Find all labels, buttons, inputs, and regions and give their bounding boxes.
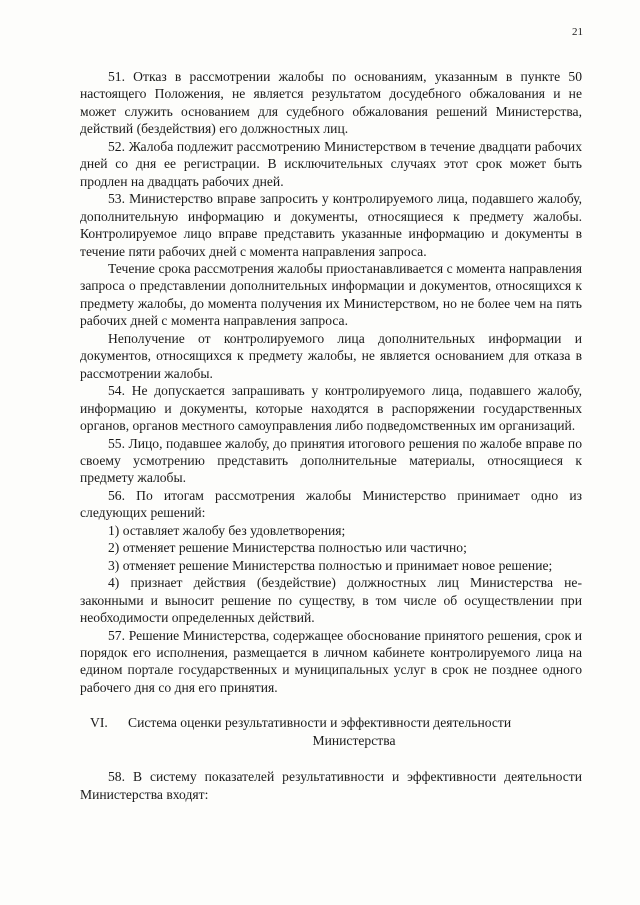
paragraph-52: 52. Жалоба подлежит рассмотрению Министерством в течение двадцати рабочих дней со дня ее регистрации. В исключительных случаях этот срок может быть продлен на двадцать рабочих дней. xyxy=(80,138,582,189)
paragraph-55: 55. Лицо, подавшее жалобу, до принятия итогового решения по жалобе вправе по своему усмотрению представить дополнительные материалы, относящиеся к предмету жалобы. xyxy=(80,435,582,486)
page-number: 21 xyxy=(572,26,583,38)
list-item-56-4: 4) признает действия (бездействие) должностных лиц Министерства незаконными и выносит решение по существу, в том числе об осуществлении при необходимости определенных действий. xyxy=(80,575,582,626)
paragraph-53-non-receipt: Неполучение от контролируемого лица дополнительных информации и документов, относящихся к предмету жалобы, не является основанием для отказа в рассмотрении жалобы. xyxy=(80,330,582,381)
paragraph-54: 54. Не допускается запрашивать у контролируемого лица, подавшего жалобу, информацию и документы, которые находятся в распоряжении государственных органов, органов местного самоуправления либо подведомственных им организаций. xyxy=(80,383,582,434)
section-heading-line1 xyxy=(80,714,582,731)
section-title-continued: Министерства xyxy=(312,732,396,748)
list-item-56-3: 3) отменяет решение Министерства полностью и принимает новое решение; xyxy=(108,557,553,573)
paragraph-53: 53. Министерство вправе запросить у контролируемого лица, подавшего жалобу, дополнительную информацию и документы, относящиеся к предмету жалобы. Контролируемое лицо вправе представить указанные информацию и документы в течение пяти рабочих дней с момента направления запроса. xyxy=(80,191,582,259)
section-number: VI. xyxy=(90,715,108,731)
document-body xyxy=(80,68,582,696)
section-title: Система оценки результативности и эффективности деятельности xyxy=(128,715,512,731)
paragraph-53-suspension: Течение срока рассмотрения жалобы приостанавливается с момента направления запроса о представлении дополнительных информации и документов, относящихся к предмету жалобы, до момента получения их Министерством, но не более чем на пять рабочих дней с момента направления запроса. xyxy=(80,260,582,329)
paragraph-57: 57. Решение Министерства, содержащее обоснование принятого решения, срок и порядок его исполнения, размещается в личном кабинете контролируемого лица на едином портале государственных и муниципальных услуг в срок не позднее одного рабочего дня со дня его принятия. xyxy=(80,627,582,695)
list-item-56-1: 1) оставляет жалобу без удовлетворения; xyxy=(108,522,346,538)
paragraph-58: 58. В систему показателей результативности и эффективности деятельности Министерства входят: xyxy=(80,769,582,802)
list-item-56-2: 2) отменяет решение Министерства полностью или частично; xyxy=(108,540,467,556)
paragraph-51: 51. Отказ в рассмотрении жалобы по основаниям, указанным в пункте 50 настоящего Положения, не является результатом досудебного обжалования и не может служить основанием для судебного обжалования решений Министерства, действий (бездействия) его должностных лиц. xyxy=(80,69,582,137)
paragraph-56: 56. По итогам рассмотрения жалобы Министерство принимает одно из следующих решений: xyxy=(80,487,582,521)
section-heading xyxy=(80,714,582,749)
